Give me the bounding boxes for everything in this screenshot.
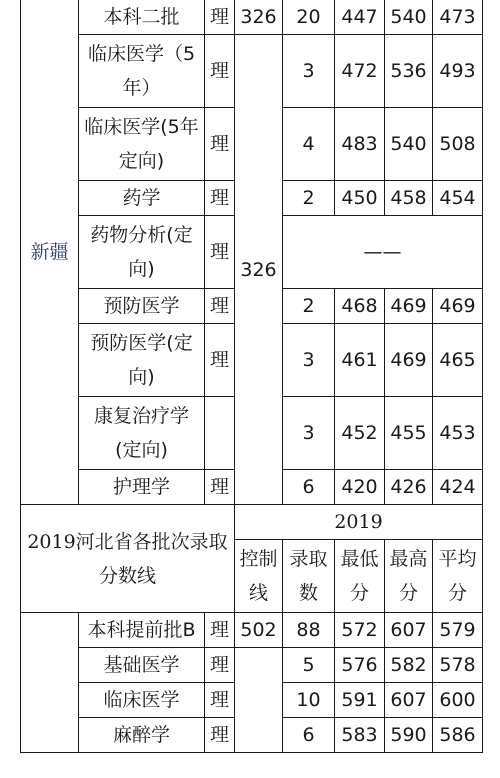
avg-score-cell: 453: [433, 397, 483, 470]
major-cell: 基础医学: [79, 648, 205, 683]
no-data-dash: ——: [283, 216, 483, 289]
max-score-cell: 582: [385, 648, 433, 683]
subject-cell: 理: [205, 181, 235, 216]
min-score-cell: 576: [335, 648, 385, 683]
subject-cell: 理: [205, 324, 235, 397]
max-score-cell: 590: [385, 718, 433, 753]
min-score-cell: 450: [335, 181, 385, 216]
min-score-cell: 483: [335, 108, 385, 181]
count-cell: 5: [283, 648, 335, 683]
major-cell: 临床医学(5年定向): [79, 108, 205, 181]
section-title: 2019河北省各批次录取分数线: [21, 505, 235, 613]
major-cell: 本科提前批B: [79, 613, 205, 648]
table-row: [21, 648, 483, 683]
max-score-cell: 455: [385, 397, 433, 470]
control-line-cell: 326: [235, 35, 283, 505]
major-cell: 康复治疗学(定向): [79, 397, 205, 470]
admission-score-table: [20, 0, 483, 753]
count-cell: 3: [283, 35, 335, 108]
min-score-cell: 572: [335, 613, 385, 648]
min-score-cell: 452: [335, 397, 385, 470]
table-row: [21, 0, 483, 35]
major-cell: 本科二批: [79, 0, 205, 35]
avg-score-cell: 473: [433, 0, 483, 35]
subject-cell: 理: [205, 470, 235, 505]
min-score-cell: 420: [335, 470, 385, 505]
min-score-cell: 591: [335, 683, 385, 718]
avg-score-cell: 469: [433, 289, 483, 324]
table-row: [21, 613, 483, 648]
year-header: 2019: [235, 505, 483, 540]
avg-score-cell: 424: [433, 470, 483, 505]
avg-score-cell: 465: [433, 324, 483, 397]
count-cell: 3: [283, 397, 335, 470]
major-cell: 临床医学（5年）: [79, 35, 205, 108]
max-score-cell: 607: [385, 613, 433, 648]
region-cell: [21, 613, 79, 753]
max-score-cell: 540: [385, 108, 433, 181]
count-cell: 10: [283, 683, 335, 718]
avg-score-header: 平均分: [433, 540, 483, 613]
subject-cell: 理: [205, 613, 235, 648]
min-score-cell: 461: [335, 324, 385, 397]
major-cell: 护理学: [79, 470, 205, 505]
subject-cell: 理: [205, 216, 235, 289]
count-cell: 20: [283, 0, 335, 35]
table-row: [21, 35, 483, 108]
avg-score-cell: 454: [433, 181, 483, 216]
avg-score-cell: 579: [433, 613, 483, 648]
major-cell: 预防医学(定向): [79, 324, 205, 397]
count-cell: 88: [283, 613, 335, 648]
avg-score-cell: 508: [433, 108, 483, 181]
major-cell: 预防医学: [79, 289, 205, 324]
major-cell: 临床医学: [79, 683, 205, 718]
subject-cell: 理: [205, 289, 235, 324]
control-line-header: 控制线: [235, 540, 283, 613]
subject-cell: [205, 397, 235, 470]
avg-score-cell: 600: [433, 683, 483, 718]
subject-cell: 理: [205, 108, 235, 181]
max-score-header: 最高分: [385, 540, 433, 613]
subject-cell: 理: [205, 683, 235, 718]
count-cell: 4: [283, 108, 335, 181]
subject-cell: 理: [205, 35, 235, 108]
max-score-cell: 458: [385, 181, 433, 216]
count-cell: 6: [283, 718, 335, 753]
avg-score-cell: 493: [433, 35, 483, 108]
control-line-cell: 326: [235, 0, 283, 35]
min-score-cell: 447: [335, 0, 385, 35]
count-header: 录取数: [283, 540, 335, 613]
avg-score-cell: 586: [433, 718, 483, 753]
subject-cell: 理: [205, 648, 235, 683]
region-cell: 新疆: [21, 0, 79, 505]
min-score-cell: 472: [335, 35, 385, 108]
major-cell: 药物分析(定向): [79, 216, 205, 289]
max-score-cell: 536: [385, 35, 433, 108]
count-cell: 6: [283, 470, 335, 505]
control-line-cell: [235, 648, 283, 753]
max-score-cell: 469: [385, 289, 433, 324]
max-score-cell: 426: [385, 470, 433, 505]
max-score-cell: 607: [385, 683, 433, 718]
min-score-cell: 468: [335, 289, 385, 324]
max-score-cell: 469: [385, 324, 433, 397]
control-line-cell: 502: [235, 613, 283, 648]
major-cell: 麻醉学: [79, 718, 205, 753]
major-cell: 药学: [79, 181, 205, 216]
subject-cell: 理: [205, 718, 235, 753]
count-cell: 2: [283, 289, 335, 324]
table-header-row: [21, 505, 483, 540]
avg-score-cell: 578: [433, 648, 483, 683]
max-score-cell: 540: [385, 0, 433, 35]
count-cell: 2: [283, 181, 335, 216]
min-score-header: 最低分: [335, 540, 385, 613]
min-score-cell: 583: [335, 718, 385, 753]
subject-cell: 理: [205, 0, 235, 35]
count-cell: 3: [283, 324, 335, 397]
